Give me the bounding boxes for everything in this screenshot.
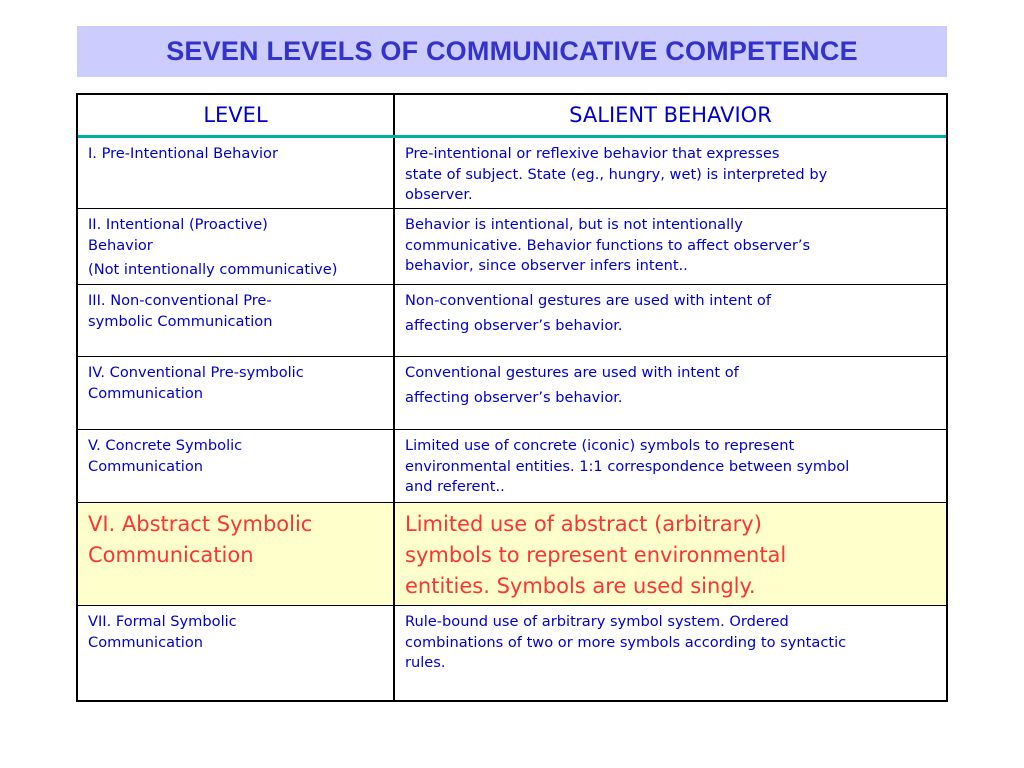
table-row (78, 285, 946, 357)
behavior-text: Rule-bound use of arbitrary symbol system. Ordered (405, 613, 789, 630)
level-text: II. Intentional (Proactive) (88, 216, 268, 233)
behavior-text: combinations of two or more symbols according to syntactic (405, 633, 847, 651)
behavior-text: Conventional gestures are used with intent of (405, 364, 739, 381)
level-cell (78, 430, 394, 503)
level-cell (78, 137, 394, 209)
level-cell (78, 606, 394, 700)
behavior-text: state of subject. State (eg., hungry, wet) is interpreted by (405, 165, 828, 183)
behavior-text: Limited use of abstract (arbitrary) (405, 512, 762, 536)
behavior-cell (394, 209, 946, 285)
behavior-cell (394, 503, 946, 606)
title-banner (77, 26, 947, 77)
levels-table (78, 95, 946, 700)
level-cell (78, 209, 394, 285)
level-text: VI. Abstract Symbolic (88, 512, 313, 536)
level-text: symbolic Communication (88, 312, 273, 330)
table-row-highlighted (78, 503, 946, 606)
level-text: Communication (88, 543, 254, 567)
table-row (78, 209, 946, 285)
level-cell (78, 357, 394, 430)
behavior-cell (394, 357, 946, 430)
level-text: Communication (88, 633, 204, 651)
behavior-text: Limited use of concrete (iconic) symbols to represent (405, 437, 795, 454)
behavior-cell (394, 606, 946, 700)
behavior-text: behavior, since observer infers intent.. (405, 257, 688, 274)
behavior-cell (394, 430, 946, 503)
behavior-text: and referent.. (405, 478, 505, 495)
behavior-text: observer. (405, 186, 473, 203)
behavior-text: affecting observer’s behavior. (405, 316, 623, 334)
behavior-text: Behavior is intentional, but is not intentionally (405, 216, 743, 233)
level-text: Behavior (88, 236, 153, 254)
behavior-text: environmental entities. 1:1 correspondence between symbol (405, 457, 850, 475)
behavior-text: entities. Symbols are used singly. (405, 574, 756, 598)
behavior-text: Pre-intentional or reflexive behavior that expresses (405, 145, 780, 162)
level-text: IV. Conventional Pre-symbolic (88, 364, 304, 381)
header-row (78, 95, 946, 137)
behavior-cell (394, 137, 946, 209)
behavior-text: symbols to represent environmental (405, 543, 787, 567)
behavior-cell (394, 285, 946, 357)
behavior-text: affecting observer’s behavior. (405, 388, 623, 406)
header-level: LEVEL (78, 95, 394, 137)
level-text: Communication (88, 384, 204, 402)
level-text: (Not intentionally communicative) (88, 261, 338, 278)
table-row (78, 137, 946, 209)
page-title: SEVEN LEVELS OF COMMUNICATIVE COMPETENCE (166, 36, 858, 66)
level-cell (78, 503, 394, 606)
level-text: V. Concrete Symbolic (88, 437, 243, 454)
table-row (78, 430, 946, 503)
header-salient-behavior: SALIENT BEHAVIOR (394, 95, 946, 137)
level-text: Communication (88, 457, 204, 475)
level-text: I. Pre-Intentional Behavior (88, 145, 278, 162)
competence-table (76, 93, 948, 702)
level-cell (78, 285, 394, 357)
table-row (78, 606, 946, 700)
level-text: VII. Formal Symbolic (88, 613, 237, 630)
level-text: III. Non-conventional Pre- (88, 292, 272, 309)
table-row (78, 357, 946, 430)
behavior-text: rules. (405, 654, 446, 671)
behavior-text: Non-conventional gestures are used with intent of (405, 292, 771, 309)
behavior-text: communicative. Behavior functions to affect observer’s (405, 236, 811, 254)
